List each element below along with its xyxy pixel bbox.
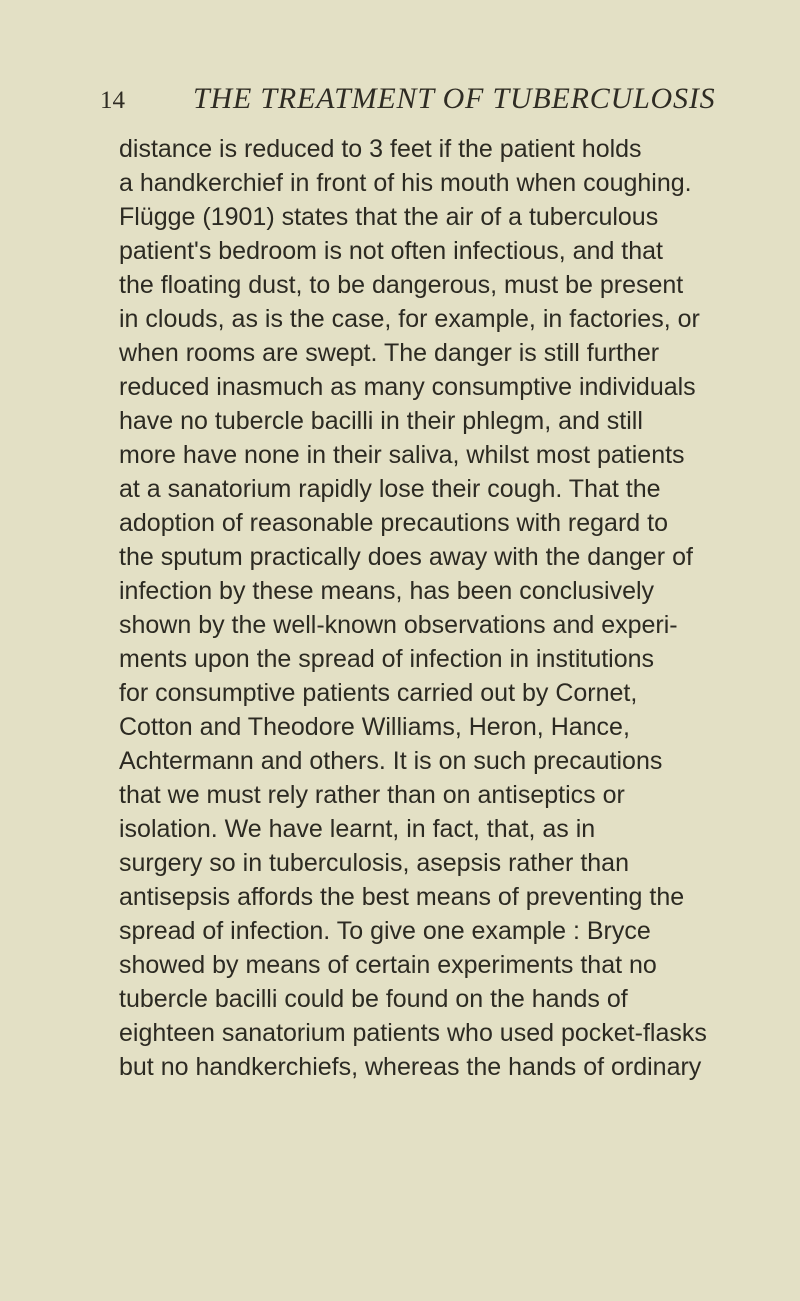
text-line: isolation. We have learnt, in fact, that, as in (119, 815, 596, 843)
text-line: a handkerchief in front of his mouth when coughing. (119, 169, 692, 197)
text-line: distance is reduced to 3 feet if the patient holds (119, 135, 642, 163)
text-line: Achtermann and others. It is on such precautions (119, 747, 663, 775)
text-line: antisepsis affords the best means of preventing the (119, 883, 685, 911)
running-title: THE TREATMENT OF TUBERCULOSIS (193, 82, 716, 115)
text-line: at a sanatorium rapidly lose their cough. That the (119, 475, 661, 503)
page-number: 14 (100, 87, 125, 114)
text-line: eighteen sanatorium patients who used pocket-flasks (119, 1019, 707, 1047)
text-line: showed by means of certain experiments that no (119, 951, 657, 979)
text-line: shown by the well-known observations and experi- (119, 611, 678, 639)
text-line: the floating dust, to be dangerous, must be present (119, 271, 684, 299)
text-line: more have none in their saliva, whilst most patients (119, 441, 685, 469)
page-header (100, 80, 716, 122)
text-line: adoption of reasonable precautions with regard to (119, 509, 668, 537)
text-line: infection by these means, has been conclusively (119, 577, 655, 605)
text-line: ments upon the spread of infection in institutions (119, 645, 655, 673)
text-line: that we must rely rather than on antiseptics or (119, 781, 625, 809)
text-line: Flügge (1901) states that the air of a tuberculous (119, 203, 659, 231)
text-line: spread of infection. To give one example : Bryce (119, 917, 651, 945)
text-line: reduced inasmuch as many consumptive individuals (119, 373, 696, 401)
text-line: tubercle bacilli could be found on the hands of (119, 985, 628, 1013)
text-line: have no tubercle bacilli in their phlegm, and still (119, 407, 643, 435)
text-line: in clouds, as is the case, for example, in factories, or (119, 305, 700, 333)
text-line: for consumptive patients carried out by Cornet, (119, 679, 638, 707)
body-text (119, 132, 739, 1084)
text-line: Cotton and Theodore Williams, Heron, Hance, (119, 713, 630, 741)
text-line: the sputum practically does away with the danger of (119, 543, 693, 571)
text-line: but no handkerchiefs, whereas the hands of ordinary (119, 1053, 702, 1081)
text-line: when rooms are swept. The danger is still further (119, 339, 660, 367)
text-line: patient's bedroom is not often infectious, and that (119, 237, 664, 265)
text-line: surgery so in tuberculosis, asepsis rather than (119, 849, 629, 877)
